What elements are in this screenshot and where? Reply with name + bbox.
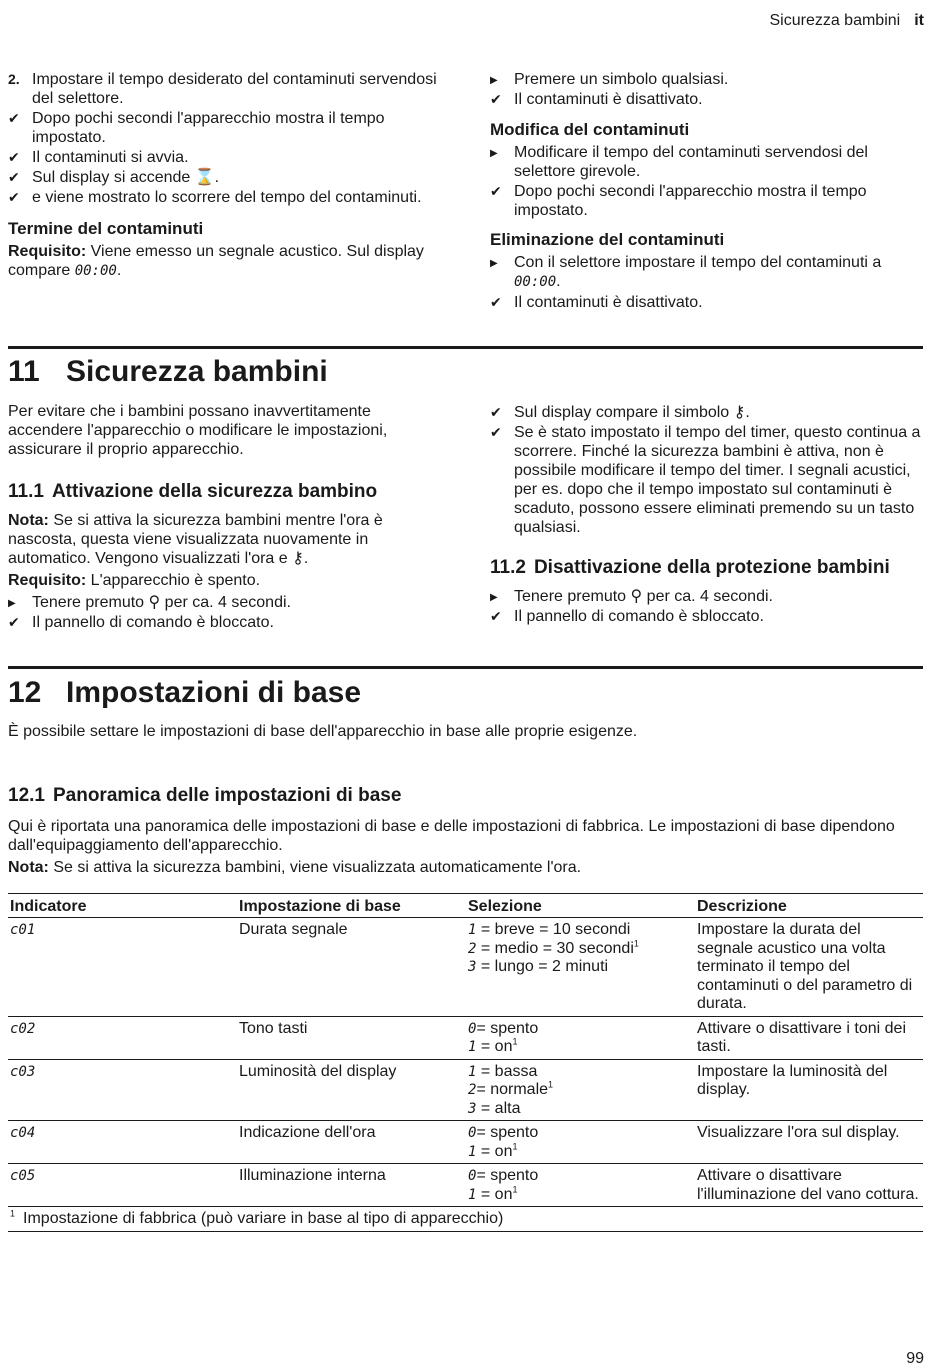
end-timer-requirement: Requisito: Viene emesso un segnale acustico. Sul display compare 00:00. bbox=[8, 243, 424, 279]
section-11-title: 11 Sicurezza bambini bbox=[8, 355, 328, 388]
indicator-code: c04 bbox=[10, 1125, 36, 1141]
result-item: ✔ Il contaminuti è disattivato. bbox=[490, 91, 703, 108]
s11-left-column bbox=[8, 402, 438, 633]
option-value: 1 bbox=[468, 1063, 477, 1080]
footnote-text: Impostazione di fabbrica (può variare in base al tipo di apparecchio) bbox=[23, 1210, 504, 1227]
col-header: Selezione bbox=[466, 894, 695, 918]
option-value: 1 bbox=[468, 1143, 477, 1160]
check-icon: ✔ bbox=[8, 149, 20, 165]
check-icon: ✔ bbox=[8, 169, 20, 185]
check-icon: ✔ bbox=[490, 294, 502, 310]
selection-cell bbox=[466, 1164, 695, 1207]
s111-heading: 11.1 Attivazione della sicurezza bambino bbox=[8, 481, 378, 502]
selection-option bbox=[468, 1143, 693, 1162]
option-value: 0 bbox=[468, 1020, 477, 1037]
footnote-ref: 1 bbox=[512, 1141, 518, 1152]
selection-option bbox=[468, 1124, 693, 1143]
triangle-icon: ▶ bbox=[490, 258, 498, 269]
selection-option bbox=[468, 958, 693, 977]
option-text: = spento bbox=[476, 1019, 539, 1037]
option-text: = normale bbox=[476, 1081, 549, 1098]
option-text: = on bbox=[476, 1038, 513, 1055]
indicator-code: c03 bbox=[10, 1063, 36, 1080]
option-value: 1 bbox=[468, 922, 477, 938]
selection-option bbox=[468, 1038, 693, 1057]
option-text: = spento bbox=[476, 1167, 539, 1184]
s121-heading: 12.1 Panoramica delle impostazioni di base bbox=[8, 785, 402, 806]
indicator-code: c02 bbox=[10, 1020, 36, 1037]
s112-heading: 11.2 Disattivazione della protezione bambini bbox=[490, 557, 890, 578]
description-cell: Attivare o disattivare l'illuminazione del vano cottura. bbox=[695, 1164, 923, 1207]
option-value: 1 bbox=[468, 1039, 477, 1055]
action-item: ▶ Tenere premuto ⚲ per ca. 4 secondi. bbox=[490, 588, 773, 605]
triangle-icon: ▶ bbox=[490, 75, 498, 86]
action-item: ▶ Premere un simbolo qualsiasi. bbox=[490, 71, 729, 88]
option-text: = alta bbox=[476, 1099, 521, 1117]
setting-cell: Illuminazione interna bbox=[237, 1164, 466, 1207]
table-row bbox=[8, 1121, 923, 1164]
selection-cell bbox=[466, 1121, 695, 1164]
option-text: = bassa bbox=[476, 1062, 538, 1080]
action-item: ▶ Tenere premuto ⚲ per ca. 4 secondi. bbox=[8, 594, 291, 611]
check-icon: ✔ bbox=[8, 614, 20, 630]
page-number: 99 bbox=[906, 1350, 924, 1367]
top-left-column bbox=[8, 70, 438, 284]
result-item: ✔ Il pannello di comando è bloccato. bbox=[8, 614, 274, 631]
section-12-title: 12 Impostazioni di base bbox=[8, 676, 362, 709]
s11-right-column bbox=[490, 403, 922, 627]
selection-option bbox=[468, 940, 693, 959]
option-text: = on bbox=[476, 1142, 513, 1160]
triangle-icon: ▶ bbox=[490, 592, 498, 603]
footnote-mark: 1 bbox=[10, 1208, 16, 1219]
header-title: Sicurezza bambini bbox=[769, 12, 901, 29]
action-item: ▶ Modificare il tempo del contaminuti servendosi del selettore girevole. bbox=[490, 144, 868, 180]
selection-option bbox=[468, 1020, 693, 1039]
section-rule bbox=[8, 346, 923, 349]
result-item: ✔ Il contaminuti si avvia. bbox=[8, 149, 189, 166]
result-item: ✔ Il contaminuti è disattivato. bbox=[490, 294, 703, 311]
check-icon: ✔ bbox=[8, 110, 20, 126]
indicator-cell bbox=[8, 918, 237, 1017]
triangle-icon: ▶ bbox=[490, 148, 498, 159]
footnote-ref: 1 bbox=[548, 1079, 554, 1090]
description-cell: Attivare o disattivare i toni dei tasti. bbox=[695, 1016, 923, 1059]
triangle-icon: ▶ bbox=[8, 598, 16, 609]
selection-option bbox=[468, 1063, 693, 1082]
indicator-code: c05 bbox=[10, 1168, 36, 1184]
check-icon: ✔ bbox=[490, 404, 502, 420]
selection-option bbox=[468, 1186, 693, 1205]
setting-cell: Durata segnale bbox=[237, 918, 466, 1017]
option-value: 2 bbox=[468, 940, 477, 957]
option-text: = spento bbox=[476, 1124, 539, 1141]
s121-note: Nota: Se si attiva la sicurezza bambini, viene visualizzata automaticamente l'ora. bbox=[8, 859, 582, 876]
settings-table bbox=[8, 893, 923, 1232]
end-timer-heading: Termine del contaminuti bbox=[8, 219, 204, 238]
display-readout: 00:00 bbox=[514, 274, 557, 290]
selection-option bbox=[468, 1167, 693, 1186]
s121-body bbox=[8, 817, 923, 880]
footnote-ref: 1 bbox=[512, 1036, 518, 1047]
s12-intro: È possibile settare le impostazioni di base dell'apparecchio in base alle proprie esigenze. bbox=[8, 723, 638, 740]
result-item: ✔ Dopo pochi secondi l'apparecchio mostra il tempo impostato. bbox=[8, 110, 385, 146]
indicator-code: c01 bbox=[10, 922, 36, 938]
footnote-ref: 1 bbox=[633, 938, 639, 949]
selection-option bbox=[468, 1081, 693, 1100]
option-value: 0 bbox=[468, 1168, 477, 1184]
s11-intro: Per evitare che i bambini possano inavvertitamente accendere l'apparecchio o modificare le impostazioni, assicurare il proprio apparecchio. bbox=[8, 403, 388, 458]
table-row bbox=[8, 1016, 923, 1059]
check-icon: ✔ bbox=[8, 189, 20, 205]
footnote bbox=[8, 1207, 923, 1232]
option-value: 0 bbox=[468, 1125, 477, 1141]
selection-cell bbox=[466, 918, 695, 1017]
col-header: Indicatore bbox=[8, 894, 237, 918]
setting-cell: Luminosità del display bbox=[237, 1059, 466, 1121]
running-header bbox=[769, 11, 924, 30]
description-cell: Visualizzare l'ora sul display. bbox=[695, 1121, 923, 1164]
option-text: = breve = 10 secondi bbox=[476, 921, 631, 938]
result-item: ✔ e viene mostrato lo scorrere del tempo del contaminuti. bbox=[8, 189, 422, 206]
check-icon: ✔ bbox=[490, 608, 502, 624]
col-header: Impostazione di base bbox=[237, 894, 466, 918]
result-item: ✔ Il pannello di comando è sbloccato. bbox=[490, 608, 764, 625]
setting-cell: Tono tasti bbox=[237, 1016, 466, 1059]
option-text: = lungo = 2 minuti bbox=[476, 958, 609, 975]
option-value: 2 bbox=[468, 1082, 477, 1098]
result-item: ✔ Sul display compare il simbolo ⚷. bbox=[490, 404, 750, 421]
selection-option bbox=[468, 921, 693, 940]
indicator-cell bbox=[8, 1016, 237, 1059]
step-2: 2. Impostare il tempo desiderato del contaminuti servendosi del selettore. bbox=[8, 71, 437, 107]
description-cell: Impostare la luminosità del display. bbox=[695, 1059, 923, 1121]
delete-timer-heading: Eliminazione del contaminuti bbox=[490, 230, 725, 249]
s111-requirement: Requisito: L'apparecchio è spento. bbox=[8, 572, 261, 589]
option-value: 3 bbox=[468, 1100, 477, 1117]
check-icon: ✔ bbox=[490, 91, 502, 107]
setting-cell: Indicazione dell'ora bbox=[237, 1121, 466, 1164]
table-row bbox=[8, 918, 923, 1017]
action-item: ▶ Con il selettore impostare il tempo del contaminuti a 00:00. bbox=[490, 254, 882, 290]
indicator-cell bbox=[8, 1059, 237, 1121]
modify-timer-heading: Modifica del contaminuti bbox=[490, 120, 690, 139]
indicator-cell bbox=[8, 1121, 237, 1164]
display-readout: 00:00 bbox=[74, 263, 117, 279]
section-rule bbox=[8, 666, 923, 669]
result-item: ✔ Sul display si accende ⌛. bbox=[8, 169, 220, 186]
option-text: = medio = 30 secondi bbox=[476, 939, 634, 957]
selection-option bbox=[468, 1100, 693, 1119]
check-icon: ✔ bbox=[490, 183, 502, 199]
table-row bbox=[8, 1164, 923, 1207]
description-cell: Impostare la durata del segnale acustico una volta terminato il tempo del contaminuti o del parametro di durata. bbox=[695, 918, 923, 1017]
selection-cell bbox=[466, 1059, 695, 1121]
col-header: Descrizione bbox=[695, 894, 923, 918]
indicator-cell bbox=[8, 1164, 237, 1207]
selection-cell bbox=[466, 1016, 695, 1059]
footnote-ref: 1 bbox=[512, 1184, 518, 1195]
top-right-column bbox=[490, 70, 922, 313]
option-text: = on bbox=[476, 1185, 513, 1203]
check-icon: ✔ bbox=[490, 424, 502, 440]
result-item: ✔ Se è stato impostato il tempo del timer, questo continua a scorrere. Finché la sicurezza bambini è attiva, non è possibile modificare il tempo del timer. I segnali acustici, per es. dopo che il tempo impostato sul contaminuti è scaduto, possono essere eliminati premendo su un tasto qualsiasi. bbox=[490, 424, 921, 536]
result-item: ✔ Dopo pochi secondi l'apparecchio mostra il tempo impostato. bbox=[490, 183, 867, 219]
table-header-row bbox=[8, 894, 923, 918]
option-value: 1 bbox=[468, 1186, 477, 1203]
step-number: 2. bbox=[8, 71, 20, 87]
s121-overview: Qui è riportata una panoramica delle impostazioni di base e delle impostazioni di fabbrica. Le impostazioni di base dipendono dall'equipaggiamento dell'apparecchio. bbox=[8, 818, 895, 854]
option-value: 3 bbox=[468, 959, 477, 975]
table-row bbox=[8, 1059, 923, 1121]
footnote-row bbox=[8, 1207, 923, 1232]
header-lang: it bbox=[914, 12, 924, 29]
s111-note: Nota: Se si attiva la sicurezza bambini mentre l'ora è nascosta, questa viene visualizzata nuovamente in automatico. Vengono visualizzati l'ora e ⚷. bbox=[8, 512, 383, 567]
